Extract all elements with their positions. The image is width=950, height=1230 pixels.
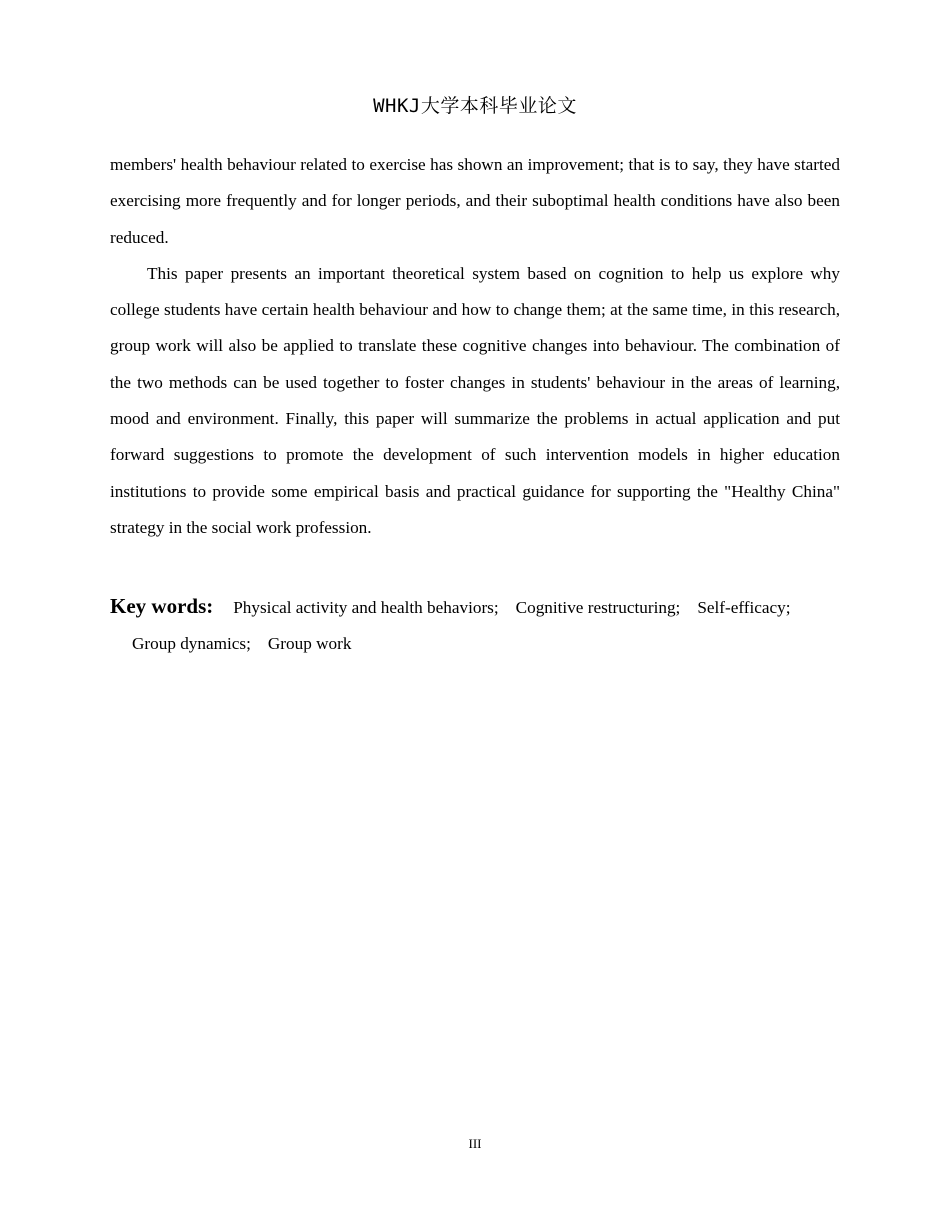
abstract-body: [110, 147, 840, 546]
keywords-line-2: [110, 626, 850, 662]
keywords-line-1: [110, 588, 850, 626]
page-header-title: WHKJ大学本科毕业论文: [373, 95, 577, 117]
keyword-item: Group dynamics;: [132, 634, 251, 654]
keyword-item: Group work: [267, 634, 352, 654]
keyword-item: Cognitive restructuring;: [515, 598, 681, 617]
keywords-label: Key words:: [110, 594, 214, 618]
keyword-item: Physical activity and health behaviors;: [233, 598, 499, 617]
keywords-section: [110, 588, 850, 663]
abstract-paragraph: This paper presents an important theoretical system based on cognition to help us explore why college students have certain health behaviour and how to change them; at the same time, in this research, group work will also be applied to translate these cognitive changes into behaviour. The combination of the two methods can be used together to foster changes in students' behaviour in the areas of learning, mood and environment. Finally, this paper will summarize the problems in actual application and put forward suggestions to promote the development of such intervention models in higher education institutions to provide some empirical basis and practical guidance for supporting the "Healthy China" strategy in the social work profession.: [110, 263, 840, 537]
abstract-paragraph: members' health behaviour related to exercise has shown an improvement; that is to say, they have started exercising more frequently and for longer periods, and their suboptimal health conditions have also been reduced.: [110, 155, 840, 247]
keyword-item: Self-efficacy;: [697, 598, 791, 617]
page-number: III: [468, 1136, 482, 1151]
